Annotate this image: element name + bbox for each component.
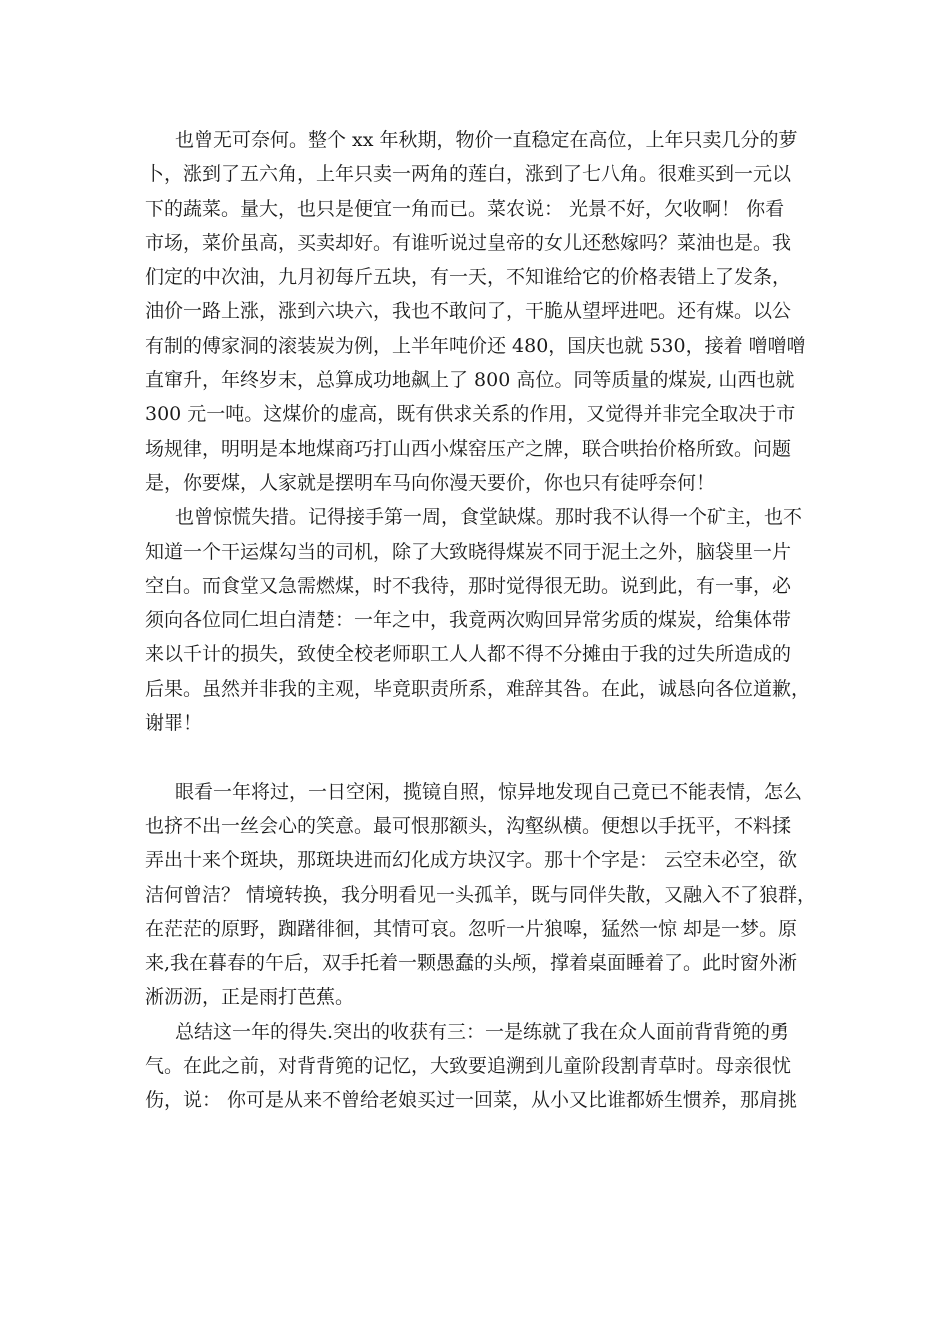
paragraph-line: 来以千计的损失，致使全校老师职工人人都不得不分摊由于我的过失所造成的 [145,643,792,666]
paragraph-line: 来,我在暮春的午后，双手托着一颗愚蠢的头颅，撑着桌面睡着了。此时窗外淅 [145,952,798,975]
paragraph-line: 油价一路上涨，涨到六块六，我也不敢问了，干脆从望坪进吧。还有煤。以公 [145,300,792,323]
paragraph-line: 知道一个干运煤勾当的司机，除了大致晓得煤炭不同于泥土之外，脑袋里一片 [145,540,792,563]
paragraph-line: 场规律，明明是本地煤商巧打山西小煤窑压产之牌，联合哄抬价格所致。问题 [145,437,792,460]
paragraph-line: 空白。而食堂又急需燃煤，时不我待，那时觉得很无助。说到此，有一事，必 [145,574,792,597]
paragraph-line: 下的蔬菜。量大，也只是便宜一角而已。菜农说： 光景不好，欠收啊！ 你看 [145,197,785,220]
paragraph-line: 后果。虽然并非我的主观，毕竟职责所系，难辞其咎。在此，诚恳向各位道歉， [145,677,811,700]
paragraph-line: 气。在此之前，对背背篼的记忆，大致要追溯到儿童阶段割青草时。母亲很忧 [145,1055,792,1078]
paragraph-line: 须向各位同仁坦白清楚：一年之中，我竟两次购回异常劣质的煤炭，给集体带 [145,609,792,632]
paragraph-line: 市场，菜价虽高，买卖却好。有谁听说过皇帝的女儿还愁嫁吗？菜油也是。我 [145,231,792,254]
blank-line [145,740,810,774]
paragraph-line: 也挤不出一丝会心的笑意。最可恨那额头，沟壑纵横。便想以手抚平，不料揉 [145,814,792,837]
paragraph-line: 也曾惊慌失措。记得接手第一周，食堂缺煤。那时我不认得一个矿主，也不 [175,506,803,529]
paragraph-line: 也曾无可奈何。整个 xx 年秋期，物价一直稳定在高位，上年只卖几分的萝 [175,129,798,151]
paragraph-line: 直窜升，年终岁末，总算成功地飙上了 800 高位。同等质量的煤炭, 山西也就 [145,369,795,392]
paragraph-line: 卜，涨到了五六角，上年只卖一两角的莲白，涨到了七八角。很难买到一元以 [145,163,792,186]
paragraph-line: 总结这一年的得失.突出的收获有三：一是练就了我在众人面前背背篼的勇 [175,1020,790,1043]
paragraph-line: 眼看一年将过，一日空闲，揽镜自照，惊异地发现自己竟已不能表情，怎么 [175,780,803,803]
paragraph-line: 在茫茫的原野，踟躇徘徊，其情可哀。忽听一片狼嗥，猛然一惊 却是一梦。原 [145,917,798,940]
paragraph-line: 弄出十来个斑块，那斑块进而幻化成方块汉字。那十个字是： 云空未必空，欲 [145,849,798,872]
paragraph-line: 300 元一吨。这煤价的虚高，既有供求关系的作用，又觉得并非完全取决于市 [145,403,796,426]
paragraph-line: 伤，说： 你可是从来不曾给老娘买过一回菜，从小又比谁都娇生惯养，那肩挑 [145,1089,798,1112]
paragraph-line: 有制的傅家洞的滚装炭为例，上半年吨价还 480，国庆也就 530，接着 噌噌噌 [145,334,806,357]
paragraph-line: 是，你要煤，人家就是摆明车马向你漫天要价，你也只有徒呼奈何！ [145,471,716,494]
paragraph-line: 淅沥沥，正是雨打芭蕉。 [145,986,355,1009]
paragraph-line: 谢罪！ [145,712,203,735]
document-body [145,123,817,1118]
paragraph-line: 洁何曾洁？ 情境转换，我分明看见一头孤羊，既与同伴失散，又融入不了狼群， [145,883,817,906]
paragraph-line: 们定的中次油，九月初每斤五块，有一天，不知谁给它的价格表错上了发条， [145,266,792,289]
